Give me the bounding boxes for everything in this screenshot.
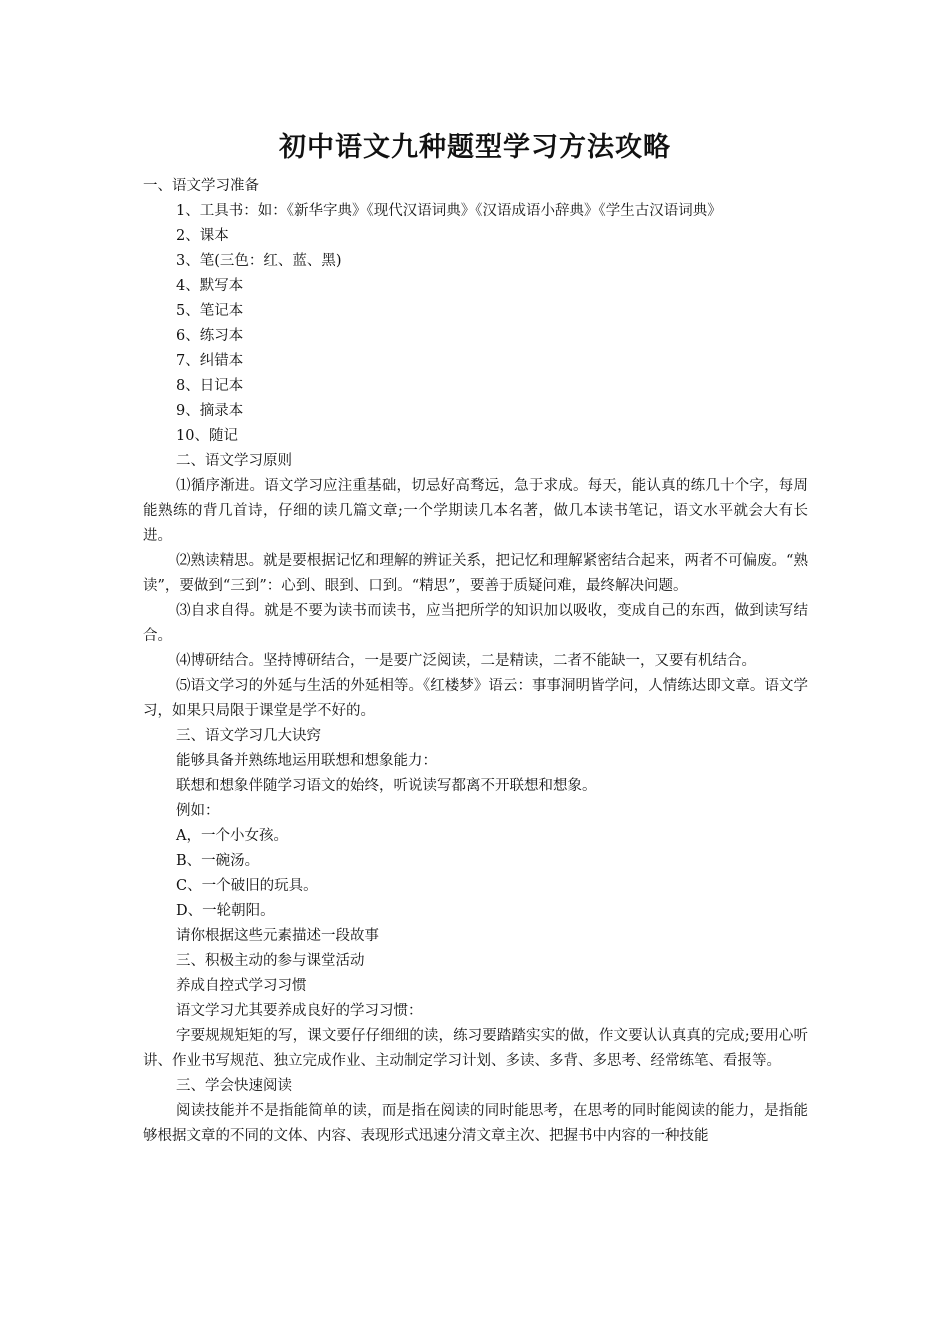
paragraph: ⑵熟读精思。就是要根据记忆和理解的辨证关系，把记忆和理解紧密结合起来，两者不可偏废。“熟读”，要做到“三到”：心到、眼到、口到。“精思”，要善于质疑问难，最终解决问题。 — [143, 553, 808, 594]
example-item: B、一碗汤。 — [176, 853, 260, 869]
section-heading-principles: 二、语文学习原则 — [176, 453, 292, 469]
text-line: 语文学习尤其要养成良好的学习习惯： — [176, 1003, 423, 1019]
paragraph: 字要规规矩矩的写，课文要仔仔细细的读，练习要踏踏实实的做，作文要认认真真的完成;要用心听讲、作业书写规范、独立完成作业、主动制定学习计划、多读、多背、多思考、经常练笔、看报等。 — [143, 1028, 808, 1069]
text-line: 养成自控式学习习惯 — [176, 978, 307, 994]
list-item: 3、笔(三色：红、蓝、黑) — [176, 253, 342, 269]
text-line: 能够具备并熟练地运用联想和想象能力： — [176, 753, 437, 769]
text-line: 例如： — [176, 803, 220, 819]
paragraph: ⑷博研结合。坚持博研结合，一是要广泛阅读，二是精读，二者不能缺一，又要有机结合。 — [176, 653, 756, 669]
list-item: 7、纠错本 — [176, 353, 244, 369]
section-heading-preparation: 一、语文学习准备 — [143, 178, 259, 194]
section-heading-fast-reading: 三、学会快速阅读 — [176, 1078, 292, 1094]
list-item: 4、默写本 — [176, 278, 244, 294]
document-title: 初中语文九种题型学习方法攻略 — [279, 132, 671, 163]
paragraph: ⑶自求自得。就是不要为读书而读书，应当把所学的知识加以吸收，变成自己的东西，做到读写结合。 — [143, 603, 808, 644]
list-item: 5、笔记本 — [176, 303, 244, 319]
section-heading-class-activity: 三、积极主动的参与课堂活动 — [176, 953, 365, 969]
paragraph: ⑴循序渐进。语文学习应注重基础，切忌好高骛远，急于求成。每天，能认真的练几十个字，每周能熟练的背几首诗，仔细的读几篇文章;一个学期读几本名著，做几本读书笔记，语文水平就会大有长进。 — [143, 478, 808, 544]
example-item: A，一个小女孩。 — [176, 828, 288, 844]
list-item: 2、课本 — [176, 228, 229, 244]
paragraph: ⑸语文学习的外延与生活的外延相等。《红楼梦》语云：事事洞明皆学问，人情练达即文章。语文学习，如果只局限于课堂是学不好的。 — [143, 678, 808, 719]
list-item: 10、随记 — [176, 428, 238, 444]
example-item: C、一个破旧的玩具。 — [176, 878, 318, 894]
text-line: 请你根据这些元素描述一段故事 — [176, 928, 379, 944]
text-line: 联想和想象伴随学习语文的始终，听说读写都离不开联想和想象。 — [176, 778, 597, 794]
list-item: 8、日记本 — [176, 378, 244, 394]
list-item: 1、工具书：如：《新华字典》《现代汉语词典》《汉语成语小辞典》《学生古汉语词典》 — [176, 203, 722, 219]
document-body — [143, 174, 808, 1149]
paragraph: 阅读技能并不是指能简单的读，而是指在阅读的同时能思考，在思考的同时能阅读的能力，是指能够根据文章的不同的文体、内容、表现形式迅速分清文章主次、把握书中内容的一种技能 — [143, 1103, 808, 1144]
list-item: 9、摘录本 — [176, 403, 244, 419]
list-item: 6、练习本 — [176, 328, 244, 344]
section-heading-tips: 三、语文学习几大诀窍 — [176, 728, 321, 744]
example-item: D、一轮朝阳。 — [176, 903, 275, 919]
